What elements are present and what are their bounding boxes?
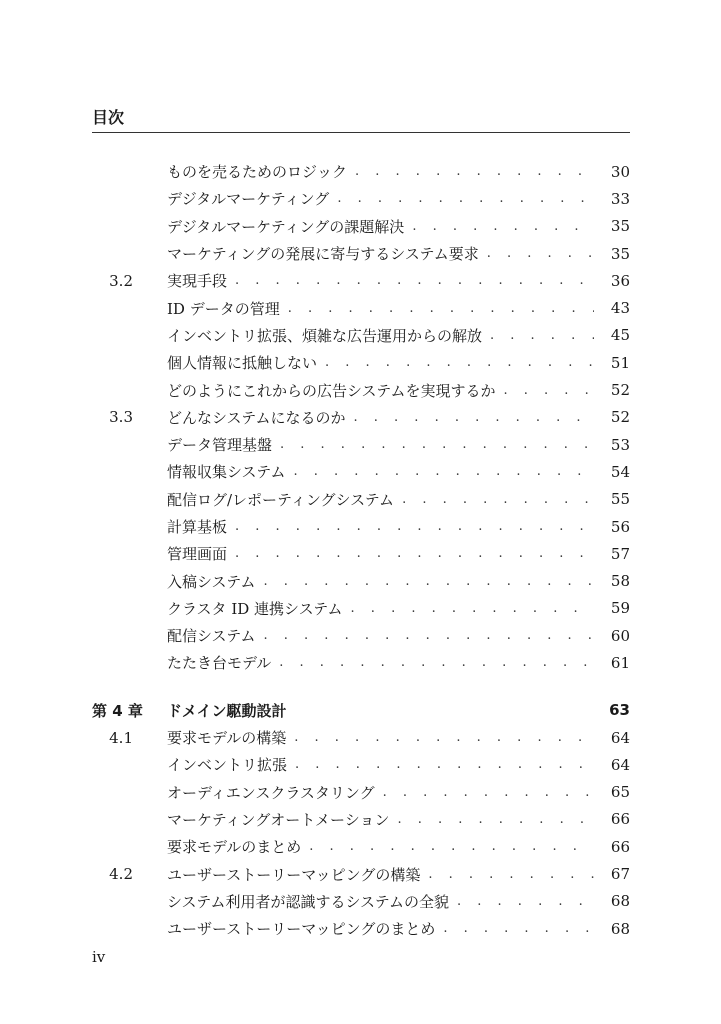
entry-title: 入稿システム: [167, 572, 256, 591]
entry-title: クラスタ ID 連携システム: [167, 599, 343, 618]
dot-leader: [428, 867, 594, 882]
entry-title: どのようにこれからの広告システムを実現するか: [167, 381, 496, 400]
entry-page-number: 52: [610, 408, 630, 427]
entry-page-number: 67: [610, 865, 630, 884]
entry-title: 配信ログ/レポーティングシステム: [167, 490, 395, 509]
entry-title: 実現手段: [167, 272, 228, 291]
toc-subsection-entry[interactable]: [92, 833, 630, 860]
entry-page-number: 55: [610, 490, 630, 509]
toc-section-entry[interactable]: [92, 404, 630, 431]
dot-leader: [355, 164, 594, 179]
page-number: iv: [92, 948, 106, 966]
toc-subsection-entry[interactable]: [92, 915, 630, 942]
chapter-label: 第 4 章: [92, 701, 143, 720]
toc-subsection-entry[interactable]: [92, 567, 630, 594]
entry-page-number: 43: [610, 299, 630, 318]
section-number: 4.2: [109, 865, 133, 884]
dot-leader: [280, 437, 594, 452]
entry-title: ユーザーストーリーマッピングの構築: [167, 865, 421, 884]
dot-leader: [354, 410, 594, 425]
dot-leader: [295, 757, 594, 772]
entry-page-number: 52: [610, 381, 630, 400]
entry-page-number: 35: [610, 244, 630, 263]
section-number: 3.3: [109, 408, 133, 427]
section-number: 3.2: [109, 271, 133, 290]
dot-leader: [235, 519, 594, 534]
toc-section-entry[interactable]: [92, 267, 630, 294]
toc-subsection-entry[interactable]: [92, 649, 630, 676]
entry-title: ID データの管理: [167, 299, 280, 318]
dot-leader: [412, 219, 594, 234]
toc-section-entry[interactable]: [92, 860, 630, 887]
table-of-contents: [92, 158, 630, 942]
dot-leader: [288, 301, 594, 316]
entry-title: ユーザーストーリーマッピングのまとめ: [167, 920, 436, 939]
toc-subsection-entry[interactable]: [92, 349, 630, 376]
entry-title: ものを売るためのロジック: [167, 163, 348, 182]
toc-subsection-entry[interactable]: [92, 486, 630, 513]
entry-title: 配信システム: [167, 627, 256, 646]
toc-subsection-entry[interactable]: [92, 185, 630, 212]
entry-title: 要求モデルの構築: [167, 729, 287, 748]
toc-subsection-entry[interactable]: [92, 888, 630, 915]
entry-page-number: 61: [610, 653, 630, 672]
entry-page-number: 68: [610, 919, 630, 938]
entry-title: デジタルマーケティング: [167, 190, 330, 209]
entry-title: デジタルマーケティングの課題解決: [167, 217, 405, 236]
dot-leader: [337, 191, 594, 206]
toc-subsection-entry[interactable]: [92, 294, 630, 321]
toc-subsection-entry[interactable]: [92, 458, 630, 485]
entry-title: 個人情報に抵触しない: [167, 354, 318, 373]
dot-leader: [457, 894, 594, 909]
dot-leader: [294, 464, 594, 479]
entry-page-number: 65: [610, 783, 630, 802]
header-title: 目次: [92, 108, 125, 127]
entry-page-number: 64: [610, 728, 630, 747]
entry-title: 要求モデルのまとめ: [167, 838, 302, 857]
dot-leader: [397, 812, 594, 827]
toc-subsection-entry[interactable]: [92, 240, 630, 267]
toc-subsection-entry[interactable]: [92, 622, 630, 649]
toc-subsection-entry[interactable]: [92, 322, 630, 349]
entry-title: インベントリ拡張: [167, 756, 288, 775]
toc-subsection-entry[interactable]: [92, 431, 630, 458]
toc-subsection-entry[interactable]: [92, 158, 630, 185]
dot-leader: [325, 355, 594, 370]
entry-page-number: 36: [610, 271, 630, 290]
running-header: [92, 108, 630, 133]
entry-title: 情報収集システム: [167, 463, 286, 482]
dot-leader: [235, 546, 594, 561]
entry-page-number: 66: [610, 837, 630, 856]
dot-leader: [487, 246, 594, 261]
dot-leader: [294, 730, 594, 745]
entry-page-number: 68: [610, 892, 630, 911]
entry-page-number: 57: [610, 544, 630, 563]
toc-subsection-entry[interactable]: [92, 376, 630, 403]
entry-title: どんなシステムになるのか: [167, 408, 346, 427]
dot-leader: [264, 628, 594, 643]
toc-subsection-entry[interactable]: [92, 751, 630, 778]
chapter-page: 63: [609, 701, 630, 720]
entry-page-number: 66: [610, 810, 630, 829]
dot-leader: [402, 492, 594, 507]
toc-subsection-entry[interactable]: [92, 540, 630, 567]
entry-title: システム利用者が認識するシステムの全貌: [167, 892, 450, 911]
entry-title: インベントリ拡張、煩雑な広告運用からの解放: [167, 326, 483, 345]
toc-section-chapter-4: [92, 724, 630, 942]
dot-leader: [351, 601, 594, 616]
dot-leader: [279, 655, 594, 670]
entry-title: マーケティングオートメーション: [167, 810, 390, 829]
chapter-title: ドメイン駆動設計: [167, 701, 287, 720]
dot-leader: [490, 328, 594, 343]
section-number: 4.1: [109, 728, 133, 747]
entry-title: マーケティングの発展に寄与するシステム要求: [167, 245, 479, 264]
entry-page-number: 59: [610, 599, 630, 618]
toc-subsection-entry[interactable]: [92, 806, 630, 833]
dot-leader: [383, 785, 594, 800]
entry-page-number: 56: [610, 517, 630, 536]
entry-title: 管理画面: [167, 545, 228, 564]
entry-page-number: 35: [610, 217, 630, 236]
entry-page-number: 64: [610, 755, 630, 774]
toc-subsection-entry[interactable]: [92, 779, 630, 806]
toc-section-chapter-3: [92, 158, 630, 677]
entry-page-number: 58: [610, 572, 630, 591]
entry-title: たたき台モデル: [167, 654, 272, 673]
entry-page-number: 45: [610, 326, 630, 345]
entry-title: 計算基板: [167, 518, 228, 536]
toc-subsection-entry[interactable]: [92, 213, 630, 240]
toc-chapter-heading[interactable]: [92, 697, 630, 724]
entry-page-number: 33: [610, 189, 630, 208]
dot-leader: [309, 839, 594, 854]
entry-page-number: 30: [610, 162, 630, 181]
dot-leader: [264, 574, 594, 589]
entry-page-number: 60: [610, 626, 630, 645]
entry-page-number: 51: [610, 353, 630, 372]
dot-leader: [235, 273, 594, 288]
entry-page-number: 53: [610, 435, 630, 454]
dot-leader: [504, 383, 594, 398]
dot-leader: [443, 921, 594, 936]
entry-page-number: 54: [610, 462, 630, 481]
entry-title: データ管理基盤: [167, 436, 273, 455]
entry-title: オーディエンスクラスタリング: [167, 783, 375, 802]
toc-section-entry[interactable]: [92, 724, 630, 751]
toc-subsection-entry[interactable]: [92, 595, 630, 622]
toc-subsection-entry[interactable]: [92, 513, 630, 540]
